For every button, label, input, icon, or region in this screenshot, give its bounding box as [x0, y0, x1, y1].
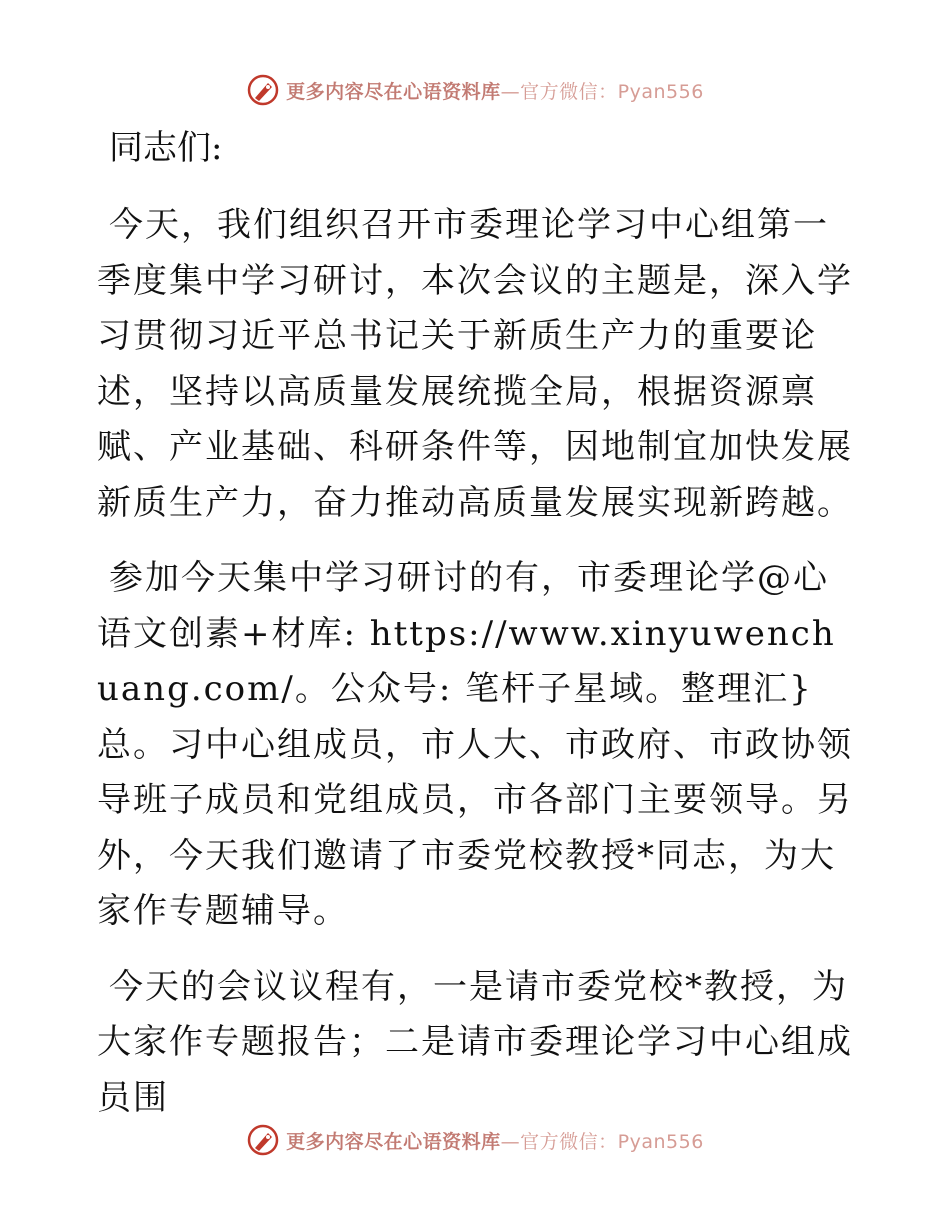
- document-body: [97, 118, 857, 1146]
- banner-main-text: 更多内容尽在心语资料库: [286, 80, 501, 103]
- banner-main-text: 更多内容尽在心语资料库: [286, 1130, 501, 1153]
- paragraph-3: 今天的会议议程有，一是请市委党校*教授，为大家作专题报告；二是请市委理论学习中心组成员围: [97, 966, 853, 1118]
- pen-nib-logo-icon: [246, 1123, 280, 1157]
- banner-wechat-text: —官方微信：Pyan556: [500, 80, 704, 103]
- greeting: 同志们:: [109, 128, 223, 168]
- header-banner: [0, 70, 950, 110]
- footer-banner: [0, 1120, 950, 1160]
- paragraph-1: 今天，我们组织召开市委理论学习中心组第一季度集中学习研讨，本次会议的主题是，深入学习贯彻习近平总书记关于新质生产力的重要论述，坚持以高质量发展统揽全局，根据资源禀赋、产业基础、科研条件等，因地制宜加快发展新质生产力，奋力推动高质量发展实现新跨越。: [97, 205, 853, 523]
- banner-wechat-text: —官方微信：Pyan556: [500, 1130, 704, 1153]
- pen-nib-logo-icon: [246, 73, 280, 107]
- banner-text: [286, 77, 704, 104]
- paragraph-2: 参加今天集中学习研讨的有，市委理论学@心语文创素+材库: https://www.xinyuwenchuang.com/。公众号: 笔杆子星域。整理汇}总。习中心组成员，市人大、市政府、市政协领导班子成员和党组成员，市各部门主要领导。另外，今天我们邀请了市委党校教授*同志，为大家作专题辅导。: [97, 558, 853, 931]
- banner-text: [286, 1127, 704, 1154]
